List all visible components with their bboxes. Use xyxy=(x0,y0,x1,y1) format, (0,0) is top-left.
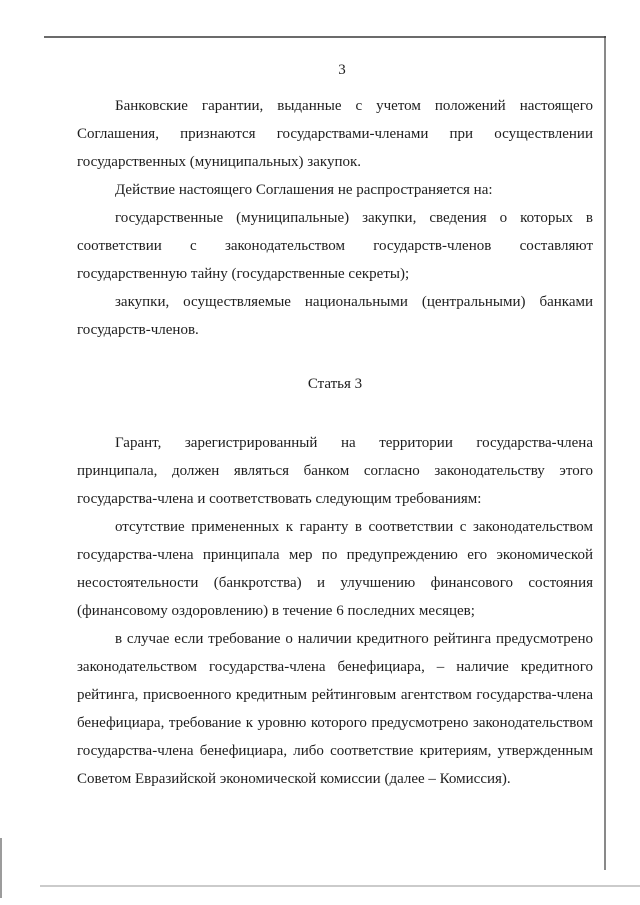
section-1-body xyxy=(77,92,593,344)
paragraph-state-secret-procurement: государственные (муниципальные) закупки, сведения о которых в соответствии с законодательством государств-членов составляют государственную тайну (государственные секреты); xyxy=(77,210,593,282)
paragraph-scope-exclusion-intro: Действие настоящего Соглашения не распространяется на: xyxy=(115,182,493,198)
paragraph-guarantor-requirements: Гарант, зарегистрированный на территории государства-члена принципала, должен являться банком согласно законодательству этого государства-члена и соответствовать следующим требованиям: xyxy=(77,435,593,507)
paragraph-credit-rating: в случае если требование о наличии кредитного рейтинга предусмотрено законодательством государства-члена бенефициара, – наличие кредитного рейтинга, присвоенного кредитным рейтинговым агентством государства-члена бенефициара, требование к уровню которого предусмотрено законодательством государства-члена бенефициара, либо соответствие критериям, утвержденным Советом Евразийской экономической комиссии (далее – Комиссия). xyxy=(77,631,593,787)
article-body xyxy=(77,429,593,793)
paragraph-national-bank-procurement: закупки, осуществляемые национальными (центральными) банками государств-членов. xyxy=(77,294,593,338)
scan-edge-left xyxy=(0,838,2,898)
paragraph-no-bankruptcy-measures: отсутствие примененных к гаранту в соответствии с законодательством государства-члена принципала мер по предупреждению его экономической несостоятельности (банкротства) и улучшению финансового состояния (финансовому оздоровлению) в течение 6 последних месяцев; xyxy=(77,519,593,619)
scan-edge-top xyxy=(44,36,606,38)
scan-edge-right xyxy=(604,36,606,870)
scan-edge-bottom xyxy=(40,885,640,887)
article-heading: Статья 3 xyxy=(307,376,363,392)
page-number: 3 xyxy=(338,62,346,78)
paragraph-guarantees-recognition: Банковские гарантии, выданные с учетом положений настоящего Соглашения, признаются государствами-членами при осуществлении государственных (муниципальных) закупок. xyxy=(77,98,593,170)
